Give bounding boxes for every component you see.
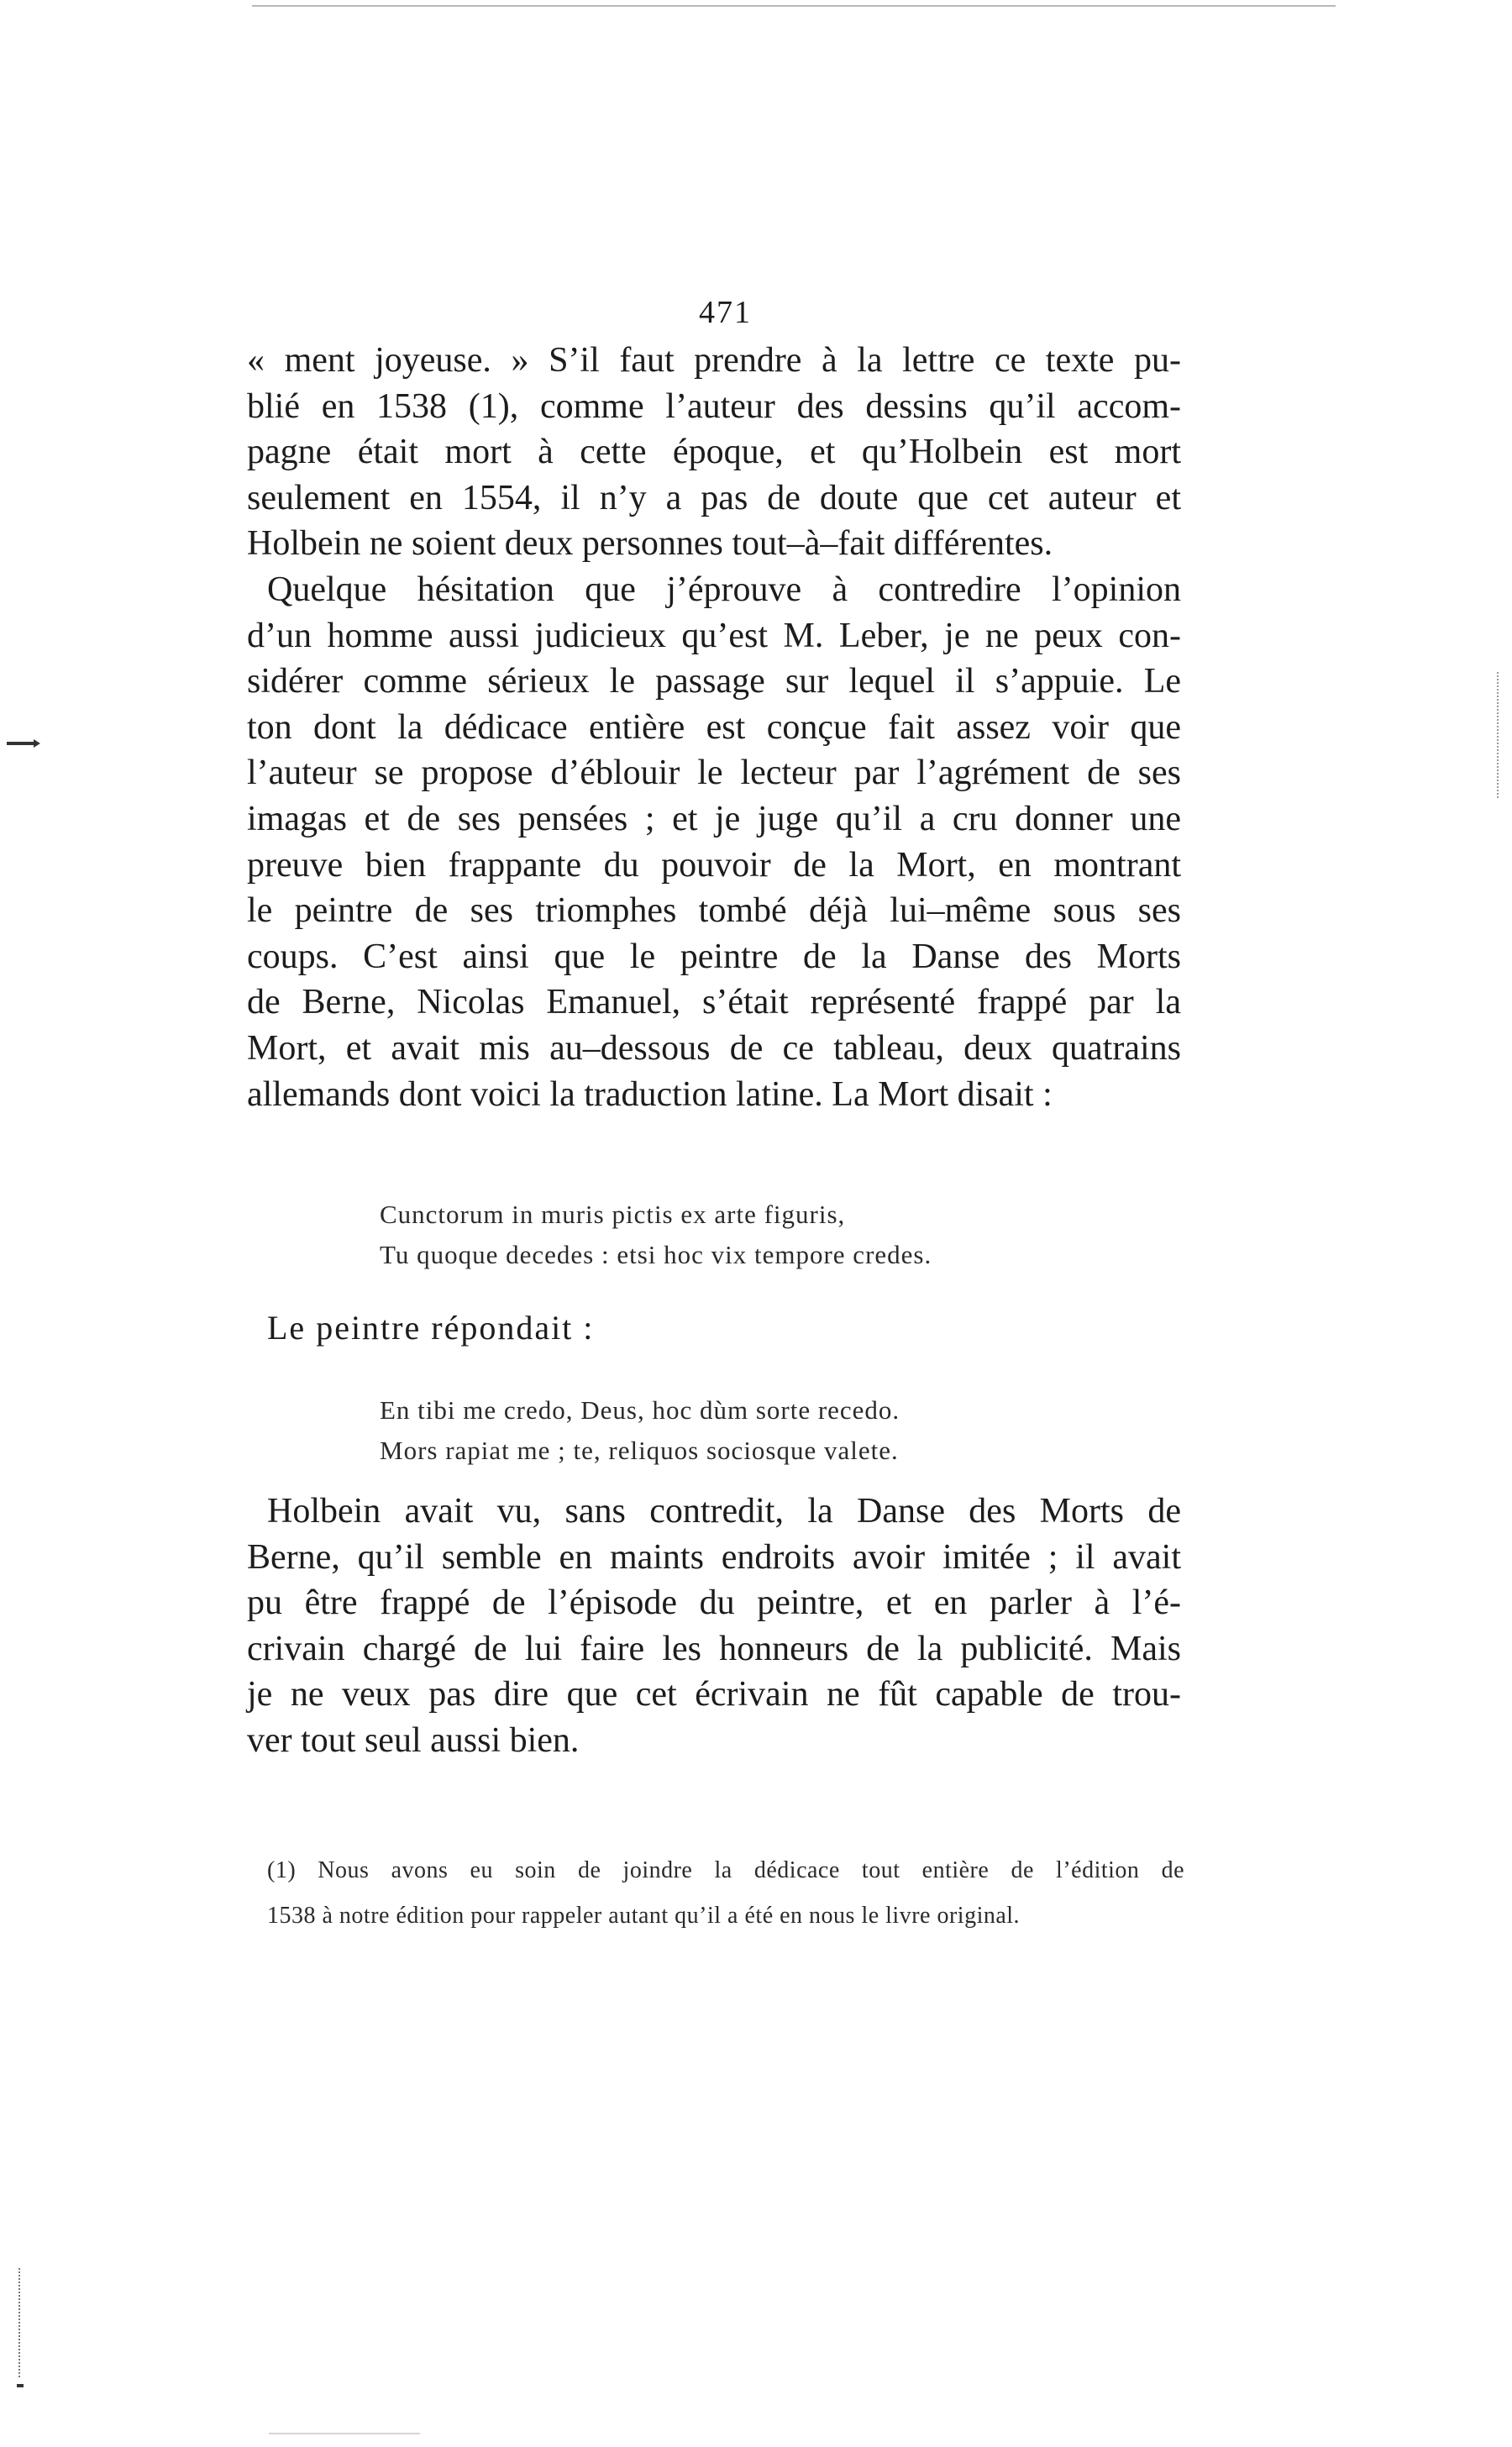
verse-intro: Le peintre répondait : [267, 1309, 595, 1347]
text-line: Holbein avait vu, sans contredit, la Danse des Morts de [267, 1492, 1181, 1531]
text-line: preuve bien frappante du pouvoir de la Mort, en montrant [247, 845, 1181, 885]
text-line: Holbein ne soient deux personnes tout–à–fait différentes. [247, 524, 1053, 564]
margin-arrow-mark [7, 742, 35, 745]
text-line: je ne veux pas dire que cet écrivain ne fût capable de trou- [247, 1675, 1181, 1714]
text-line: coups. C’est ainsi que le peintre de la Danse des Morts [247, 937, 1181, 976]
text-line: ton dont la dédicace entière est conçue fait assez voir que [247, 707, 1181, 747]
text-line: sidérer comme sérieux le passage sur lequel il s’appuie. Le [247, 662, 1181, 701]
verse-line: Cunctorum in muris pictis ex arte figuris, [380, 1200, 846, 1229]
top-scan-rule [252, 5, 1336, 7]
latin-verse-death [380, 1195, 932, 1275]
bottom-scan-rule [269, 2433, 420, 2434]
paragraph-holbein [247, 1489, 1181, 1764]
text-line: l’auteur se propose d’éblouir le lecteur par l’agrément de ses [247, 754, 1181, 793]
scan-edge-dots-left [18, 2268, 22, 2377]
verse-line: En tibi me credo, Deus, hoc dùm sorte recedo. [380, 1395, 900, 1425]
paragraph-main [247, 338, 1181, 1117]
footnote-line: 1538 à notre édition pour rappeler autant qu’il a été en nous le livre original. [267, 1903, 1021, 1929]
text-line: « ment joyeuse. » S’il faut prendre à la lettre ce texte pu- [247, 341, 1181, 380]
text-line: allemands dont voici la traduction latine. La Mort disait : [247, 1074, 1053, 1114]
text-line: crivain chargé de lui faire les honneurs de la publicité. Mais [247, 1629, 1181, 1668]
scan-edge-dots [1497, 672, 1500, 798]
text-line: blié en 1538 (1), comme l’auteur des dessins qu’il accom- [247, 386, 1181, 426]
page-number: 471 [699, 295, 752, 330]
verse-line: Mors rapiat me ; te, reliquos sociosque valete. [380, 1436, 899, 1465]
text-line: Berne, qu’il semble en maints endroits avoir imitée ; il avait [247, 1537, 1181, 1577]
text-line: Mort, et avait mis au–dessous de ce tableau, deux quatrains [247, 1028, 1181, 1068]
text-line: Quelque hésitation que j’éprouve à contredire l’opinion [267, 570, 1181, 609]
footnote [267, 1848, 1184, 1939]
text-line: ver tout seul aussi bien. [247, 1720, 580, 1760]
text-line: pagne était mort à cette époque, et qu’Holbein est mort [247, 433, 1181, 472]
text-line: pu être frappé de l’épisode du peintre, et en parler à l’é- [247, 1583, 1181, 1623]
text-line: de Berne, Nicolas Emanuel, s’était représenté frappé par la [247, 983, 1181, 1022]
verse-line: Tu quoque decedes : etsi hoc vix tempore credes. [380, 1240, 932, 1269]
scan-edge-mark [17, 2384, 24, 2387]
text-line: seulement en 1554, il n’y a pas de doute que cet auteur et [247, 478, 1181, 517]
text-line: le peintre de ses triomphes tombé déjà lui–même sous ses [247, 891, 1181, 931]
text-line: imagas et de ses pensées ; et je juge qu’il a cru donner une [247, 799, 1181, 838]
text-line: d’un homme aussi judicieux qu’est M. Leber, je ne peux con- [247, 616, 1181, 655]
latin-verse-painter [380, 1390, 900, 1471]
footnote-line: (1) Nous avons eu soin de joindre la dédicace tout entière de l’édition de [267, 1857, 1184, 1883]
